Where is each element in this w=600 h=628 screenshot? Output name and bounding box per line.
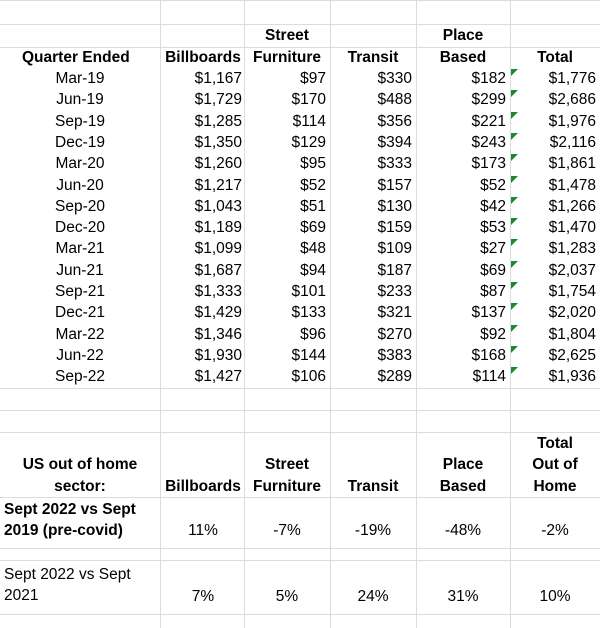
error-indicator-icon (511, 282, 518, 289)
header-furniture-text: Furniture (252, 48, 322, 66)
gridline (0, 497, 600, 498)
cmp-row-2021-label (4, 564, 131, 607)
cell-billboards: $1,350 (194, 133, 242, 151)
header-sector-line2: sector: (54, 477, 106, 495)
cell-street-furniture: $144 (291, 346, 326, 364)
gridline (0, 560, 600, 561)
error-indicator-icon (511, 346, 518, 353)
header-sector (0, 432, 160, 497)
header-street-furniture (244, 26, 330, 68)
cell-place-based: $137 (471, 304, 506, 322)
cmp-header-total-out-of-home (510, 432, 600, 497)
cell-transit: $333 (377, 155, 412, 173)
cell-billboards: $1,099 (194, 240, 242, 258)
cell-transit: $383 (377, 346, 412, 364)
cell-billboards: $1,930 (194, 346, 242, 364)
cell-transit: $159 (377, 219, 412, 237)
cmp-header-home-text: Home (533, 477, 577, 495)
cmp-header-out-of-text: Out of (532, 456, 578, 474)
cmp-2021-billboards: 7% (191, 588, 215, 605)
header-place-text: Place (442, 27, 484, 45)
cmp-header-based-text: Based (439, 477, 487, 495)
cell-quarter: Sep-19 (55, 112, 105, 130)
error-indicator-icon (511, 176, 518, 183)
gridline (0, 388, 600, 389)
cmp-header-place-based (416, 432, 510, 497)
cmp-header-transit-text: Transit (347, 477, 399, 495)
cmp-row-2021-label-line1: Sept 2022 vs Sept (4, 566, 131, 583)
cell-transit: $330 (377, 70, 412, 87)
cell-place-based: $221 (471, 112, 506, 130)
cmp-header-billboards (160, 432, 246, 497)
cell-transit: $289 (377, 368, 412, 386)
cell-place-based: $182 (471, 70, 506, 87)
cell-street-furniture: $101 (291, 283, 326, 300)
cell-total: $2,116 (549, 133, 596, 151)
error-indicator-icon (511, 112, 518, 119)
cell-quarter: Jun-22 (56, 346, 104, 364)
cell-transit: $187 (377, 261, 412, 279)
cell-total: $1,804 (548, 325, 596, 343)
cell-street-furniture: $69 (300, 219, 326, 237)
cell-place-based: $27 (480, 240, 506, 258)
header-sector-line1: US out of home (22, 456, 138, 474)
cell-quarter: Sep-22 (55, 368, 105, 386)
cell-quarter: Mar-19 (55, 70, 105, 87)
cell-transit: $321 (377, 304, 412, 322)
cell-transit: $488 (377, 91, 412, 109)
error-indicator-icon (511, 197, 518, 204)
cell-billboards: $1,427 (194, 368, 242, 386)
cell-street-furniture: $48 (300, 240, 326, 258)
cell-street-furniture: $95 (300, 155, 326, 173)
header-transit (330, 26, 416, 68)
cell-place-based: $173 (471, 155, 506, 173)
cell-total: $2,020 (548, 304, 596, 322)
cell-quarter: Sep-21 (55, 283, 105, 300)
cmp-header-total-text: Total (537, 435, 573, 453)
cell-billboards: $1,285 (194, 112, 242, 130)
cell-billboards: $1,346 (194, 325, 242, 343)
cell-billboards: $1,043 (194, 197, 242, 215)
cmp-2019-transit: -19% (354, 522, 392, 539)
error-indicator-icon (511, 90, 518, 97)
cmp-header-street-furniture (244, 432, 330, 497)
cell-billboards: $1,333 (194, 283, 242, 300)
cell-billboards: $1,729 (194, 91, 242, 109)
cell-place-based: $92 (480, 325, 506, 343)
cell-total: $2,037 (548, 261, 596, 279)
cmp-2019-billboards: 11% (188, 522, 218, 539)
cell-quarter: Dec-19 (55, 133, 105, 151)
cmp-2019-total: -2% (541, 522, 569, 539)
cmp-header-place-text: Place (442, 456, 484, 474)
cell-street-furniture: $106 (291, 368, 326, 386)
cell-total: $1,470 (548, 219, 596, 237)
cell-place-based: $243 (471, 133, 506, 151)
cell-place-based: $168 (471, 346, 506, 364)
cell-total: $1,936 (548, 368, 596, 386)
header-total-text: Total (537, 48, 573, 66)
header-total (510, 26, 600, 68)
cell-place-based: $52 (480, 176, 506, 194)
cell-transit: $233 (377, 283, 412, 300)
cmp-2021-transit: 24% (357, 588, 389, 605)
cell-place-based: $299 (471, 91, 506, 109)
error-indicator-icon (511, 239, 518, 246)
header-place-based (416, 26, 510, 68)
cell-total: $2,686 (548, 91, 596, 109)
cmp-2021-total: 10% (539, 588, 571, 605)
header-based-text: Based (439, 48, 487, 66)
cell-billboards: $1,217 (194, 176, 242, 194)
cell-total: $1,776 (548, 70, 596, 87)
error-indicator-icon (511, 218, 518, 225)
error-indicator-icon (511, 325, 518, 332)
cell-street-furniture: $114 (292, 112, 326, 130)
cell-quarter: Jun-19 (56, 91, 104, 109)
cell-street-furniture: $51 (300, 197, 326, 215)
cmp-2019-place: -48% (444, 522, 482, 539)
cell-place-based: $69 (480, 261, 506, 279)
cell-street-furniture: $170 (291, 91, 326, 109)
cell-quarter: Jun-20 (56, 176, 104, 194)
cell-street-furniture: $52 (300, 176, 326, 194)
cell-place-based: $53 (480, 219, 506, 237)
error-indicator-icon (511, 154, 518, 161)
cell-total: $1,266 (548, 197, 596, 215)
cell-street-furniture: $96 (300, 325, 326, 343)
cell-billboards: $1,429 (194, 304, 242, 322)
cell-billboards: $1,687 (194, 261, 242, 279)
cell-street-furniture: $133 (291, 304, 326, 322)
cmp-2021-place: 31% (447, 588, 479, 605)
error-indicator-icon (511, 367, 518, 374)
gridline (0, 0, 600, 1)
cell-transit: $394 (377, 133, 412, 151)
cmp-header-billboards-text: Billboards (165, 477, 241, 495)
cmp-2019-street: -7% (273, 522, 301, 539)
gridline (0, 548, 600, 549)
cell-transit: $356 (377, 112, 412, 130)
cell-quarter: Mar-21 (55, 240, 105, 258)
cell-quarter: Dec-20 (55, 219, 105, 237)
cell-street-furniture: $94 (300, 261, 326, 279)
cell-billboards: $1,260 (194, 155, 242, 173)
error-indicator-icon (511, 303, 518, 310)
cell-billboards: $1,189 (194, 219, 242, 237)
cell-transit: $109 (377, 240, 412, 258)
cell-street-furniture: $97 (300, 70, 326, 87)
cell-place-based: $114 (472, 368, 506, 386)
header-billboards (160, 26, 246, 68)
cell-quarter: Mar-22 (55, 325, 105, 343)
cell-quarter: Jun-21 (56, 261, 104, 279)
cell-quarter: Sep-20 (55, 197, 105, 215)
header-quarter-text: Quarter Ended (22, 48, 130, 66)
cmp-row-2021-label-line2: 2021 (4, 587, 39, 605)
cell-quarter: Dec-21 (55, 304, 105, 322)
cmp-2021-street: 5% (275, 588, 299, 605)
cmp-row-2019-label (4, 499, 136, 542)
cmp-header-furniture-text: Furniture (252, 477, 322, 495)
header-street-text: Street (265, 27, 309, 45)
error-indicator-icon (511, 69, 518, 76)
header-quarter (4, 26, 160, 68)
cell-transit: $157 (377, 176, 412, 194)
header-transit-text: Transit (347, 48, 399, 66)
header-billboards-text: Billboards (165, 48, 241, 66)
error-indicator-icon (511, 261, 518, 268)
cmp-row-2019-label-line2: 2019 (pre-covid) (4, 522, 123, 540)
cmp-row-2019-label-line1: Sept 2022 vs Sept (4, 501, 136, 518)
cell-billboards: $1,167 (194, 70, 242, 87)
cell-quarter: Mar-20 (55, 155, 105, 173)
cell-total: $2,625 (548, 346, 596, 364)
error-indicator-icon (511, 133, 518, 140)
cell-transit: $130 (377, 197, 412, 215)
cell-transit: $270 (377, 325, 412, 343)
gridline (0, 614, 600, 615)
cell-total: $1,283 (548, 240, 596, 258)
cell-street-furniture: $129 (291, 133, 326, 151)
gridline (0, 410, 600, 411)
cmp-header-street-text: Street (265, 456, 309, 474)
cell-total: $1,976 (548, 112, 596, 130)
cell-place-based: $42 (480, 197, 506, 215)
cell-total: $1,754 (548, 283, 596, 300)
cmp-header-transit (330, 432, 416, 497)
cell-total: $1,861 (548, 155, 596, 173)
cell-place-based: $87 (480, 283, 506, 300)
cell-total: $1,478 (548, 176, 596, 194)
